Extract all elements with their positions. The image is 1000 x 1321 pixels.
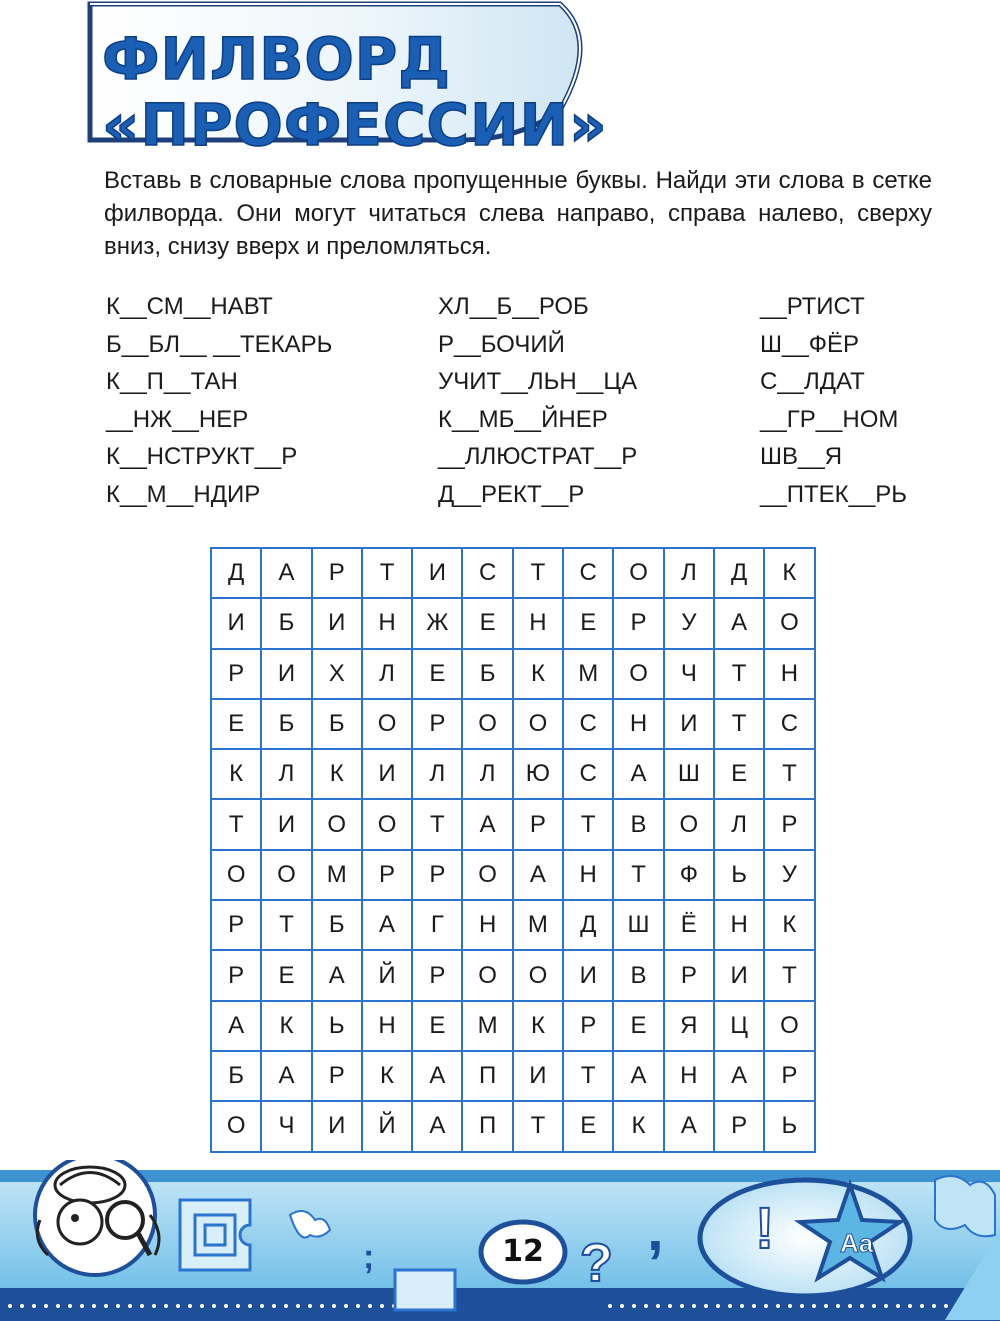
grid-cell: А xyxy=(412,1101,462,1151)
instructions-text: Вставь в словарные слова пропущенные буквы. Найди эти слова в сетке филворда. Они могут читаться слева направо, справа налево, сверху вниз, снизу вверх и преломляться. xyxy=(104,167,932,260)
grid-cell: Р xyxy=(764,799,814,849)
grid-cell: И xyxy=(714,950,764,1000)
grid-cell: С xyxy=(563,699,613,749)
semicolon-symbol: ; xyxy=(363,1238,375,1276)
grid-cell: Н xyxy=(462,900,512,950)
grid-cell: А xyxy=(362,900,412,950)
grid-cell: И xyxy=(261,799,311,849)
grid-cell: Ю xyxy=(513,749,563,799)
word-item: ХЛ__Б__РОБ xyxy=(438,293,589,320)
grid-cell: А xyxy=(211,1001,261,1051)
grid-row xyxy=(211,1101,815,1151)
grid-cell: У xyxy=(764,850,814,900)
badge-text: Aa xyxy=(840,1228,874,1258)
grid-cell: О xyxy=(513,699,563,749)
grid-cell: Р xyxy=(664,950,714,1000)
grid-cell: А xyxy=(261,548,311,598)
grid-cell: А xyxy=(312,950,362,1000)
grid-cell: Ч xyxy=(261,1101,311,1151)
grid-cell: Т xyxy=(513,1101,563,1151)
grid-cell: О xyxy=(613,548,663,598)
word-item: Ш__ФЁР xyxy=(760,330,859,358)
grid-cell: Е xyxy=(211,699,261,749)
grid-cell: А xyxy=(714,1051,764,1101)
grid-cell: Р xyxy=(513,799,563,849)
grid-cell: Р xyxy=(312,548,362,598)
grid-cell: Л xyxy=(412,749,462,799)
grid-cell: О xyxy=(462,950,512,1000)
grid-cell: О xyxy=(613,649,663,699)
grid-cell: К xyxy=(513,1001,563,1051)
grid-cell: О xyxy=(312,799,362,849)
grid-cell: И xyxy=(211,598,261,648)
grid-cell: А xyxy=(412,1051,462,1101)
grid-cell: П xyxy=(462,1101,512,1151)
grid-cell: М xyxy=(312,850,362,900)
grid-cell: Ч xyxy=(664,649,714,699)
grid-cell: Е xyxy=(412,649,462,699)
grid-cell: Н xyxy=(563,850,613,900)
grid-cell: Х xyxy=(312,649,362,699)
word-item: __РТИСТ xyxy=(760,293,865,320)
word-item: С__ЛДАТ xyxy=(760,368,865,396)
grid-cell: К xyxy=(513,649,563,699)
grid-row xyxy=(211,799,815,849)
grid-cell: Т xyxy=(764,749,814,799)
grid-cell: М xyxy=(462,1001,512,1051)
grid-cell: Н xyxy=(613,699,663,749)
grid-cell: С xyxy=(563,749,613,799)
grid-cell: Е xyxy=(613,1001,663,1051)
grid-cell: Р xyxy=(412,699,462,749)
grid-row xyxy=(211,649,815,699)
grid-cell: К xyxy=(764,900,814,950)
grid-cell: И xyxy=(664,699,714,749)
grid-row xyxy=(211,749,815,799)
word-item: УЧИТ__ЛЬН__ЦА xyxy=(438,368,638,396)
grid-cell: Е xyxy=(412,1001,462,1051)
grid-cell: И xyxy=(261,649,311,699)
word-item: Д__РЕКТ__Р xyxy=(438,480,585,508)
word-item: К__СМ__НАВТ xyxy=(106,293,273,320)
grid-cell: О xyxy=(664,799,714,849)
exclamation-symbol: ! xyxy=(755,1196,775,1261)
grid-cell: В xyxy=(613,950,663,1000)
grid-cell: О xyxy=(462,850,512,900)
grid-row xyxy=(211,699,815,749)
grid-cell: Д xyxy=(714,548,764,598)
grid-cell: Р xyxy=(714,1101,764,1151)
grid-cell: Н xyxy=(764,649,814,699)
grid-row xyxy=(211,900,815,950)
grid-cell: А xyxy=(714,598,764,648)
page-number: 12 xyxy=(502,1234,544,1269)
title-line-2: «ПРОФЕССИИ» xyxy=(102,91,608,159)
grid-cell: А xyxy=(664,1101,714,1151)
grid-cell: Л xyxy=(462,749,512,799)
grid-cell: Я xyxy=(664,1001,714,1051)
word-item: К__НСТРУКТ__Р xyxy=(106,443,298,471)
grid-cell: Е xyxy=(563,598,613,648)
grid-cell: Р xyxy=(211,950,261,1000)
grid-cell: Е xyxy=(261,950,311,1000)
grid-cell: О xyxy=(362,699,412,749)
grid-cell: С xyxy=(563,548,613,598)
grid-row xyxy=(211,1001,815,1051)
grid-cell: Р xyxy=(312,1051,362,1101)
grid-cell: Е xyxy=(563,1101,613,1151)
grid-cell: И xyxy=(312,598,362,648)
grid-cell: О xyxy=(362,799,412,849)
grid-cell: К xyxy=(211,749,261,799)
grid-cell: Р xyxy=(563,1001,613,1051)
grid-cell: И xyxy=(412,548,462,598)
grid-cell: П xyxy=(462,1051,512,1101)
grid-row xyxy=(211,548,815,598)
grid-cell: О xyxy=(211,1101,261,1151)
grid-cell: К xyxy=(613,1101,663,1151)
grid-cell: А xyxy=(261,1051,311,1101)
grid-cell: А xyxy=(613,749,663,799)
grid-cell: Т xyxy=(211,799,261,849)
grid-cell: О xyxy=(764,1001,814,1051)
grid-cell: Н xyxy=(362,1001,412,1051)
grid-cell: Б xyxy=(261,699,311,749)
grid-cell: Н xyxy=(513,598,563,648)
grid-cell: Ж xyxy=(412,598,462,648)
grid-cell: Т xyxy=(362,548,412,598)
grid-cell: Т xyxy=(261,900,311,950)
grid-cell: И xyxy=(563,950,613,1000)
grid-cell: К xyxy=(312,749,362,799)
grid-cell: Т xyxy=(412,799,462,849)
grid-cell: О xyxy=(764,598,814,648)
grid-cell: О xyxy=(211,850,261,900)
grid-row xyxy=(211,1051,815,1101)
grid-cell: С xyxy=(764,699,814,749)
word-item: К__МБ__ЙНЕР xyxy=(438,405,608,433)
grid-cell: Е xyxy=(714,749,764,799)
grid-cell: Р xyxy=(412,950,462,1000)
word-item: К__М__НДИР xyxy=(106,480,261,508)
title-line-1: ФИЛВОРД xyxy=(102,25,451,93)
grid-cell: Л xyxy=(664,548,714,598)
grid-cell: О xyxy=(513,950,563,1000)
grid-cell: К xyxy=(261,1001,311,1051)
grid-cell: Ё xyxy=(664,900,714,950)
grid-cell: Т xyxy=(714,699,764,749)
grid-cell: Ц xyxy=(714,1001,764,1051)
grid-row xyxy=(211,598,815,648)
grid-cell: Ь xyxy=(312,1001,362,1051)
grid-cell: Й xyxy=(362,1101,412,1151)
word-item: К__П__ТАН xyxy=(106,368,238,396)
grid-cell: Н xyxy=(362,598,412,648)
grid-cell: Л xyxy=(261,749,311,799)
grid-cell: А xyxy=(613,1051,663,1101)
grid-cell: С xyxy=(462,548,512,598)
grid-cell: Б xyxy=(462,649,512,699)
grid-cell: Ь xyxy=(714,850,764,900)
grid-cell: Т xyxy=(714,649,764,699)
page-title xyxy=(102,26,608,158)
word-item: Б__БЛ__ __ТЕКАРЬ xyxy=(106,330,333,358)
grid-cell: Д xyxy=(563,900,613,950)
grid-cell: Ь xyxy=(764,1101,814,1151)
word-item: __ЛЛЮСТРАТ__Р xyxy=(438,443,638,471)
grid-cell: Е xyxy=(462,598,512,648)
grid-row xyxy=(211,850,815,900)
grid-cell: Р xyxy=(362,850,412,900)
grid-cell: Б xyxy=(261,598,311,648)
question-symbol: ? xyxy=(580,1233,613,1293)
grid-cell: Н xyxy=(664,1051,714,1101)
grid-cell: Т xyxy=(764,950,814,1000)
grid-cell: Р xyxy=(764,1051,814,1101)
word-list xyxy=(106,288,986,514)
grid-cell: Г xyxy=(412,900,462,950)
comma-symbol: , xyxy=(647,1196,664,1263)
word-item: __НЖ__НЕР xyxy=(106,405,249,433)
grid-cell: Ф xyxy=(664,850,714,900)
grid-cell: Б xyxy=(312,699,362,749)
word-item: __ГР__НОМ xyxy=(760,405,899,433)
grid-cell: О xyxy=(261,850,311,900)
word-item: ШВ__Я xyxy=(760,443,843,471)
grid-cell: И xyxy=(312,1101,362,1151)
grid-cell: Н xyxy=(714,900,764,950)
grid-cell: Т xyxy=(613,850,663,900)
grid-cell: О xyxy=(462,699,512,749)
grid-cell: Й xyxy=(362,950,412,1000)
grid-cell: Р xyxy=(211,900,261,950)
fillword-grid xyxy=(210,547,816,1153)
grid-cell: Р xyxy=(613,598,663,648)
grid-cell: Р xyxy=(412,850,462,900)
grid-cell: Р xyxy=(211,649,261,699)
grid-cell: Л xyxy=(362,649,412,699)
grid-cell: Ш xyxy=(613,900,663,950)
grid-cell: У xyxy=(664,598,714,648)
grid-cell: А xyxy=(513,850,563,900)
grid-cell: А xyxy=(462,799,512,849)
grid-row xyxy=(211,950,815,1000)
grid-cell: К xyxy=(362,1051,412,1101)
grid-cell: В xyxy=(613,799,663,849)
grid-cell: Т xyxy=(563,1051,613,1101)
grid-cell: Т xyxy=(563,799,613,849)
grid-cell: К xyxy=(764,548,814,598)
grid-cell: Т xyxy=(513,548,563,598)
grid-cell: И xyxy=(513,1051,563,1101)
word-item: __ПТЕК__РЬ xyxy=(760,480,908,508)
grid-cell: Д xyxy=(211,548,261,598)
grid-cell: Б xyxy=(211,1051,261,1101)
grid-cell: Л xyxy=(714,799,764,849)
grid-cell: М xyxy=(563,649,613,699)
grid-cell: Б xyxy=(312,900,362,950)
grid-cell: И xyxy=(362,749,412,799)
grid-cell: М xyxy=(513,900,563,950)
grid-cell: Ш xyxy=(664,749,714,799)
word-item: Р__БОЧИЙ xyxy=(438,330,565,358)
